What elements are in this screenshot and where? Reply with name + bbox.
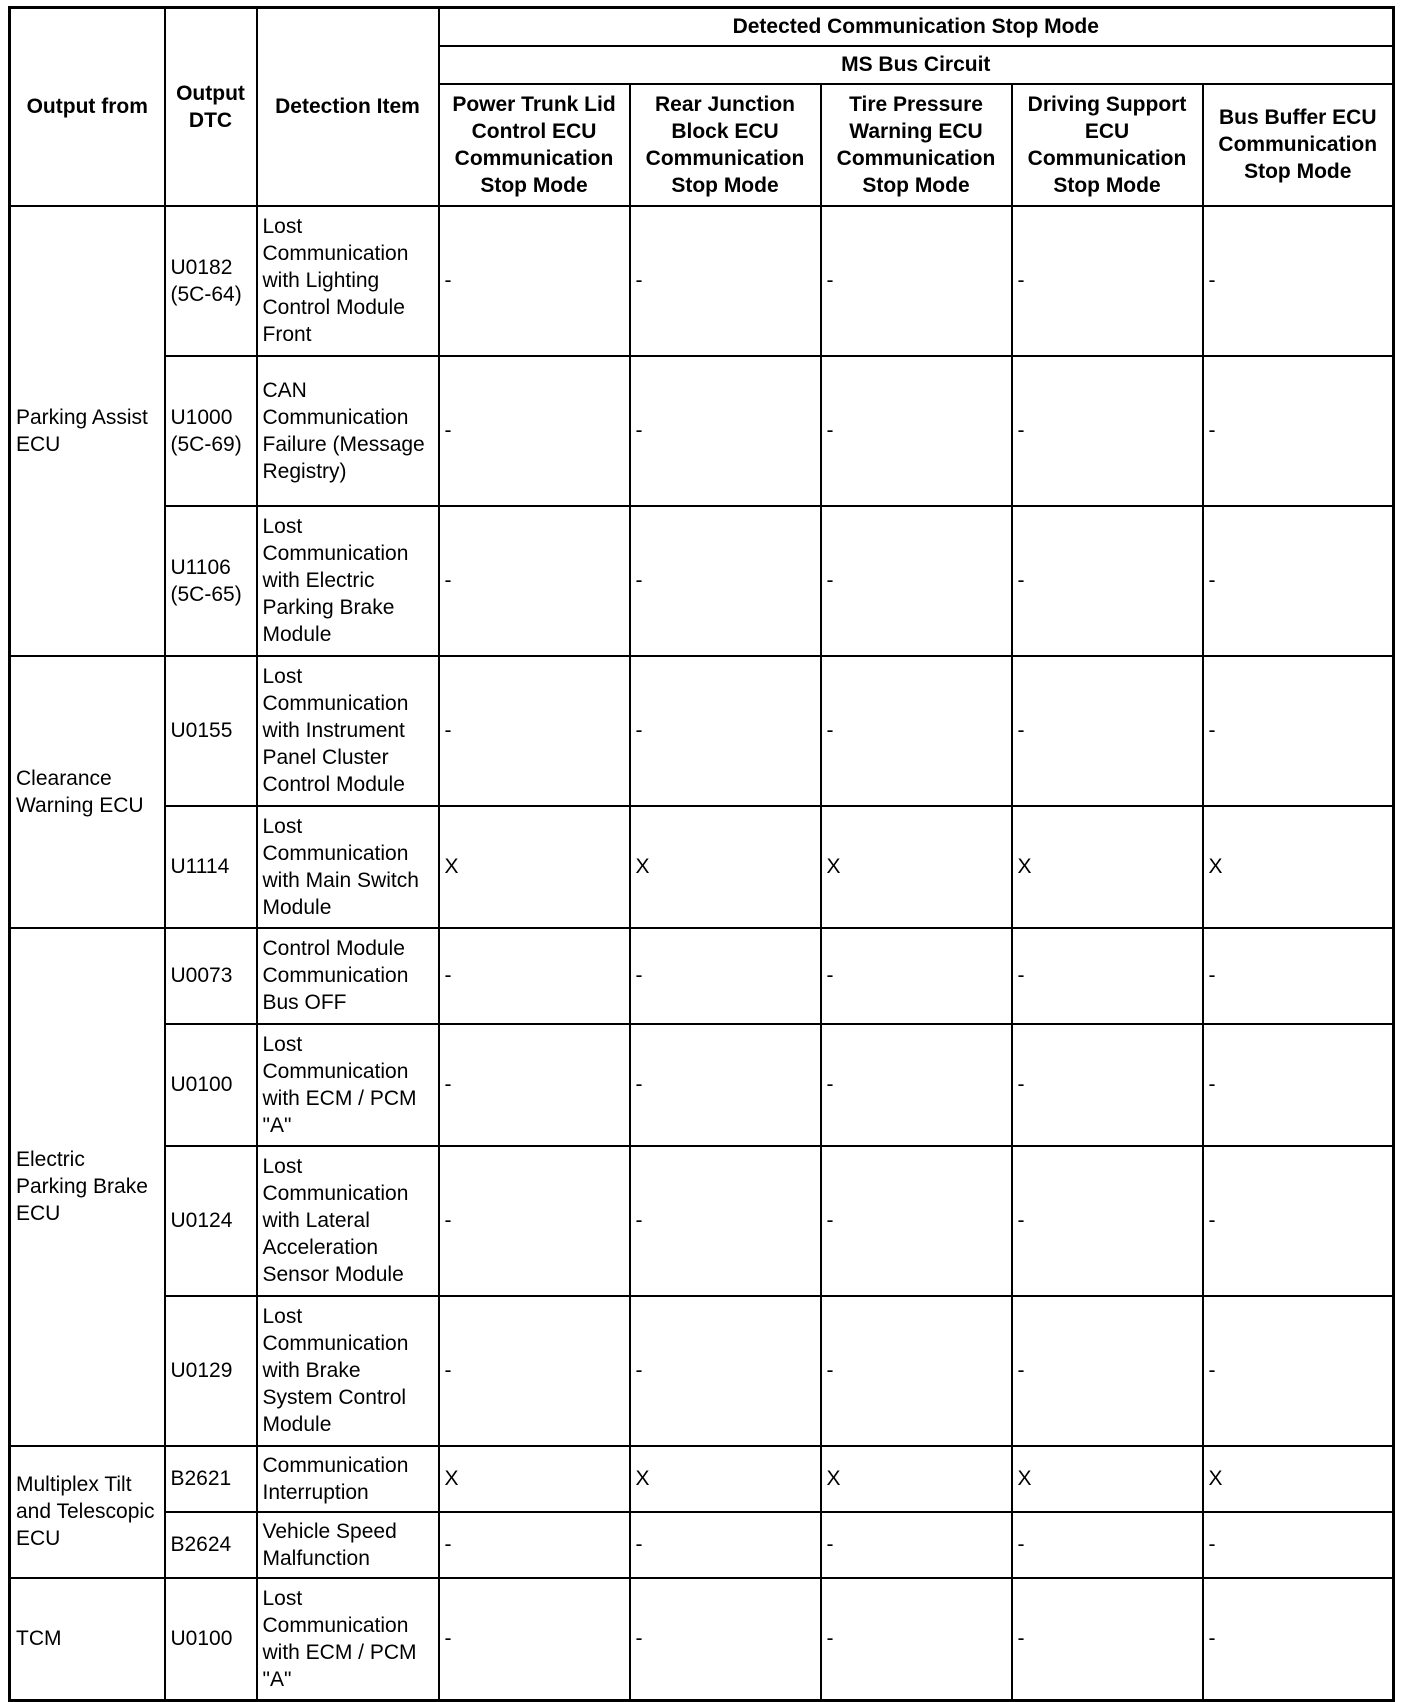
header-mode-4: Driving Support ECU Communication Stop Mode: [1012, 84, 1203, 206]
header-output-from: Output from: [10, 8, 165, 206]
table-row: [10, 1146, 1394, 1296]
mode-mark-cell: -: [630, 928, 821, 1024]
header-mode-3: Tire Pressure Warning ECU Communication Stop Mode: [821, 84, 1012, 206]
detection-item-cell: Lost Communication with Instrument Panel Cluster Control Module: [257, 656, 439, 806]
header-detected-mode: Detected Communication Stop Mode: [439, 8, 1394, 46]
header-ms-bus-circuit: MS Bus Circuit: [439, 46, 1394, 84]
mode-mark-cell: -: [821, 506, 1012, 656]
output-from-cell: TCM: [10, 1578, 165, 1701]
detection-item-cell: Communication Interruption: [257, 1446, 439, 1512]
detection-item-cell: Vehicle Speed Malfunction: [257, 1512, 439, 1578]
mode-mark-cell: -: [1203, 1512, 1394, 1578]
mode-mark-cell: -: [821, 928, 1012, 1024]
dtc-cell: U0155: [165, 656, 257, 806]
dtc-table: [8, 6, 1395, 1702]
mode-mark-cell: -: [439, 656, 630, 806]
detection-item-cell: Lost Communication with Lighting Control Module Front: [257, 206, 439, 356]
mode-mark-cell: X: [1203, 1446, 1394, 1512]
dtc-cell: U0129: [165, 1296, 257, 1446]
mode-mark-cell: -: [439, 356, 630, 506]
mode-mark-cell: -: [1203, 206, 1394, 356]
header-mode-1: Power Trunk Lid Control ECU Communication Stop Mode: [439, 84, 630, 206]
mode-mark-cell: X: [1012, 1446, 1203, 1512]
mode-mark-cell: -: [1012, 1146, 1203, 1296]
mode-mark-cell: -: [630, 206, 821, 356]
table-row: [10, 656, 1394, 806]
mode-mark-cell: -: [439, 1024, 630, 1146]
mode-mark-cell: -: [821, 1146, 1012, 1296]
output-from-cell: Multiplex Tilt and Telescopic ECU: [10, 1446, 165, 1578]
dtc-cell: U1114: [165, 806, 257, 928]
mode-mark-cell: -: [630, 1296, 821, 1446]
dtc-cell: B2621: [165, 1446, 257, 1512]
mode-mark-cell: -: [630, 506, 821, 656]
detection-item-cell: Lost Communication with Main Switch Module: [257, 806, 439, 928]
dtc-cell: U0100: [165, 1024, 257, 1146]
mode-mark-cell: X: [821, 1446, 1012, 1512]
table-row: [10, 1578, 1394, 1701]
mode-mark-cell: -: [1203, 506, 1394, 656]
mode-mark-cell: -: [821, 1578, 1012, 1701]
mode-mark-cell: -: [630, 1024, 821, 1146]
mode-mark-cell: -: [630, 656, 821, 806]
mode-mark-cell: -: [439, 1578, 630, 1701]
table-header: [10, 8, 1394, 206]
mode-mark-cell: X: [439, 1446, 630, 1512]
dtc-cell: U1000 (5C-69): [165, 356, 257, 506]
dtc-cell: U0073: [165, 928, 257, 1024]
dtc-cell: B2624: [165, 1512, 257, 1578]
mode-mark-cell: -: [1012, 1512, 1203, 1578]
mode-mark-cell: -: [821, 1024, 1012, 1146]
table-row: [10, 506, 1394, 656]
mode-mark-cell: -: [439, 1512, 630, 1578]
detection-item-cell: CAN Communication Failure (Message Registry): [257, 356, 439, 506]
mode-mark-cell: -: [1203, 1578, 1394, 1701]
dtc-cell: U1106 (5C-65): [165, 506, 257, 656]
mode-mark-cell: -: [1012, 356, 1203, 506]
mode-mark-cell: -: [439, 1296, 630, 1446]
table-row: [10, 928, 1394, 1024]
mode-mark-cell: -: [821, 656, 1012, 806]
table-row: [10, 356, 1394, 506]
mode-mark-cell: X: [1012, 806, 1203, 928]
header-mode-2: Rear Junction Block ECU Communication Stop Mode: [630, 84, 821, 206]
mode-mark-cell: X: [439, 806, 630, 928]
mode-mark-cell: -: [1203, 1146, 1394, 1296]
mode-mark-cell: -: [439, 506, 630, 656]
header-mode-5: Bus Buffer ECU Communication Stop Mode: [1203, 84, 1394, 206]
table-body: [10, 206, 1394, 1701]
mode-mark-cell: -: [1203, 356, 1394, 506]
mode-mark-cell: -: [1012, 656, 1203, 806]
mode-mark-cell: -: [439, 928, 630, 1024]
mode-mark-cell: -: [1012, 1296, 1203, 1446]
mode-mark-cell: -: [821, 1512, 1012, 1578]
dtc-cell: U0100: [165, 1578, 257, 1701]
mode-mark-cell: X: [630, 1446, 821, 1512]
mode-mark-cell: -: [1012, 1578, 1203, 1701]
header-detection-item: Detection Item: [257, 8, 439, 206]
mode-mark-cell: X: [821, 806, 1012, 928]
mode-mark-cell: -: [1012, 506, 1203, 656]
mode-mark-cell: -: [1012, 206, 1203, 356]
table-row: [10, 1296, 1394, 1446]
mode-mark-cell: -: [1012, 1024, 1203, 1146]
detection-item-cell: Lost Communication with Brake System Control Module: [257, 1296, 439, 1446]
mode-mark-cell: -: [630, 356, 821, 506]
mode-mark-cell: -: [630, 1578, 821, 1701]
mode-mark-cell: -: [821, 206, 1012, 356]
mode-mark-cell: X: [1203, 806, 1394, 928]
mode-mark-cell: -: [630, 1512, 821, 1578]
mode-mark-cell: X: [630, 806, 821, 928]
detection-item-cell: Lost Communication with Electric Parking Brake Module: [257, 506, 439, 656]
table-row: [10, 806, 1394, 928]
output-from-cell: Clearance Warning ECU: [10, 656, 165, 928]
detection-item-cell: Lost Communication with ECM / PCM "A": [257, 1024, 439, 1146]
mode-mark-cell: -: [1203, 928, 1394, 1024]
table-row: [10, 1446, 1394, 1512]
mode-mark-cell: -: [439, 1146, 630, 1296]
table-row: [10, 206, 1394, 356]
table-row: [10, 1512, 1394, 1578]
output-from-cell: Electric Parking Brake ECU: [10, 928, 165, 1446]
dtc-cell: U0182 (5C-64): [165, 206, 257, 356]
table-row: [10, 1024, 1394, 1146]
mode-mark-cell: -: [1203, 1296, 1394, 1446]
mode-mark-cell: -: [1203, 1024, 1394, 1146]
output-from-cell: Parking Assist ECU: [10, 206, 165, 656]
detection-item-cell: Lost Communication with ECM / PCM "A": [257, 1578, 439, 1701]
mode-mark-cell: -: [821, 356, 1012, 506]
mode-mark-cell: -: [439, 206, 630, 356]
mode-mark-cell: -: [1203, 656, 1394, 806]
detection-item-cell: Control Module Communication Bus OFF: [257, 928, 439, 1024]
header-output-dtc: Output DTC: [165, 8, 257, 206]
mode-mark-cell: -: [1012, 928, 1203, 1024]
detection-item-cell: Lost Communication with Lateral Acceleration Sensor Module: [257, 1146, 439, 1296]
mode-mark-cell: -: [821, 1296, 1012, 1446]
dtc-cell: U0124: [165, 1146, 257, 1296]
mode-mark-cell: -: [630, 1146, 821, 1296]
